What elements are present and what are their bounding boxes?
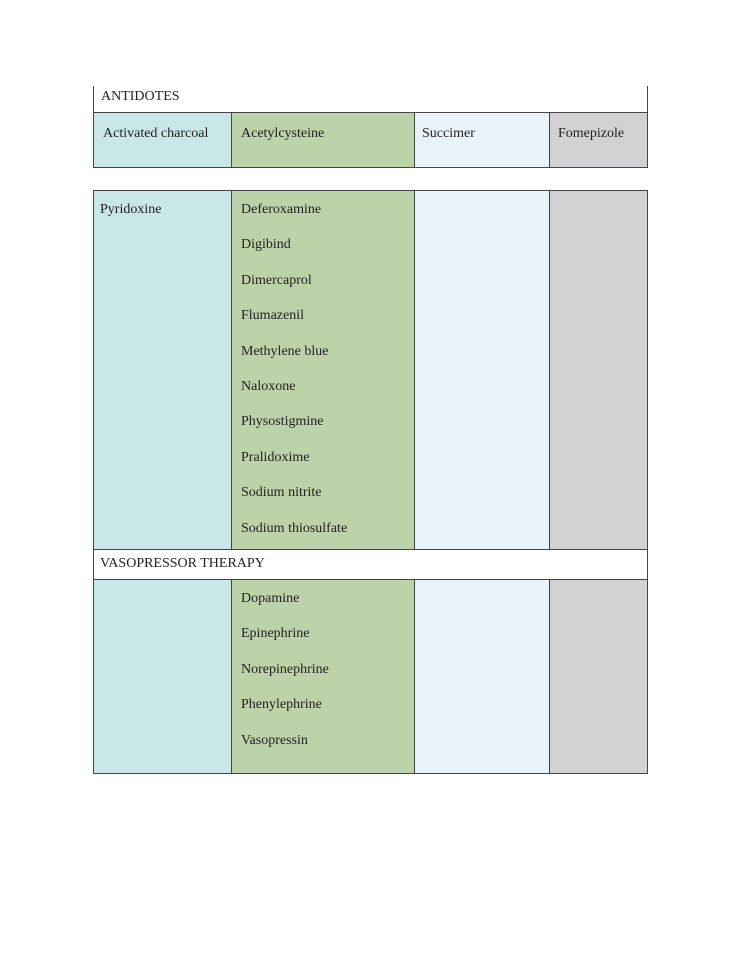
vasopressor-header: VASOPRESSOR THERAPY xyxy=(94,549,647,580)
drug-item: Pyridoxine xyxy=(100,202,162,217)
antidote-col3 xyxy=(415,191,550,549)
antidote-col2 xyxy=(232,191,415,549)
cell-acetylcysteine: Acetylcysteine xyxy=(232,113,415,167)
top-row xyxy=(93,113,648,168)
antidotes-band xyxy=(94,191,647,549)
antidote-col4 xyxy=(550,191,647,549)
cell-fomepizole: Fomepizole xyxy=(550,113,647,167)
drug-item: Physostigmine xyxy=(241,414,324,430)
antidote-col1-list xyxy=(100,202,231,237)
drug-item: Norepinephrine xyxy=(241,661,329,677)
drug-item: Phenylephrine xyxy=(241,697,322,713)
cell-activated-charcoal: Activated charcoal xyxy=(94,113,232,167)
vasopressor-col2-list xyxy=(241,591,414,768)
antidotes-top-block xyxy=(93,86,648,168)
vasopressor-col2 xyxy=(232,580,415,773)
cell-succimer: Succimer xyxy=(415,113,550,167)
drug-item: Dopamine xyxy=(241,591,300,606)
drug-item: Flumazenil xyxy=(241,308,304,324)
vasopressor-col3 xyxy=(415,580,550,773)
vasopressor-col1 xyxy=(94,580,232,773)
drug-item: Naloxone xyxy=(241,378,296,394)
vasopressor-col4 xyxy=(550,580,647,773)
drug-item: Epinephrine xyxy=(241,626,310,642)
drug-item: Sodium nitrite xyxy=(241,485,322,501)
vasopressor-band xyxy=(94,580,647,773)
drug-item: Methylene blue xyxy=(241,343,329,359)
antidotes-header: ANTIDOTES xyxy=(93,86,648,113)
drug-item: Digibind xyxy=(241,237,291,253)
drug-item: Deferoxamine xyxy=(241,202,322,217)
antidote-col1 xyxy=(94,191,232,549)
drug-item: Dimercaprol xyxy=(241,272,312,288)
antidote-col2-list xyxy=(241,202,414,556)
drug-item: Sodium thiosulfate xyxy=(241,520,348,536)
drug-item: Vasopressin xyxy=(241,732,308,748)
antidotes-main-block xyxy=(93,190,648,774)
drug-item: Pralidoxime xyxy=(241,449,310,465)
